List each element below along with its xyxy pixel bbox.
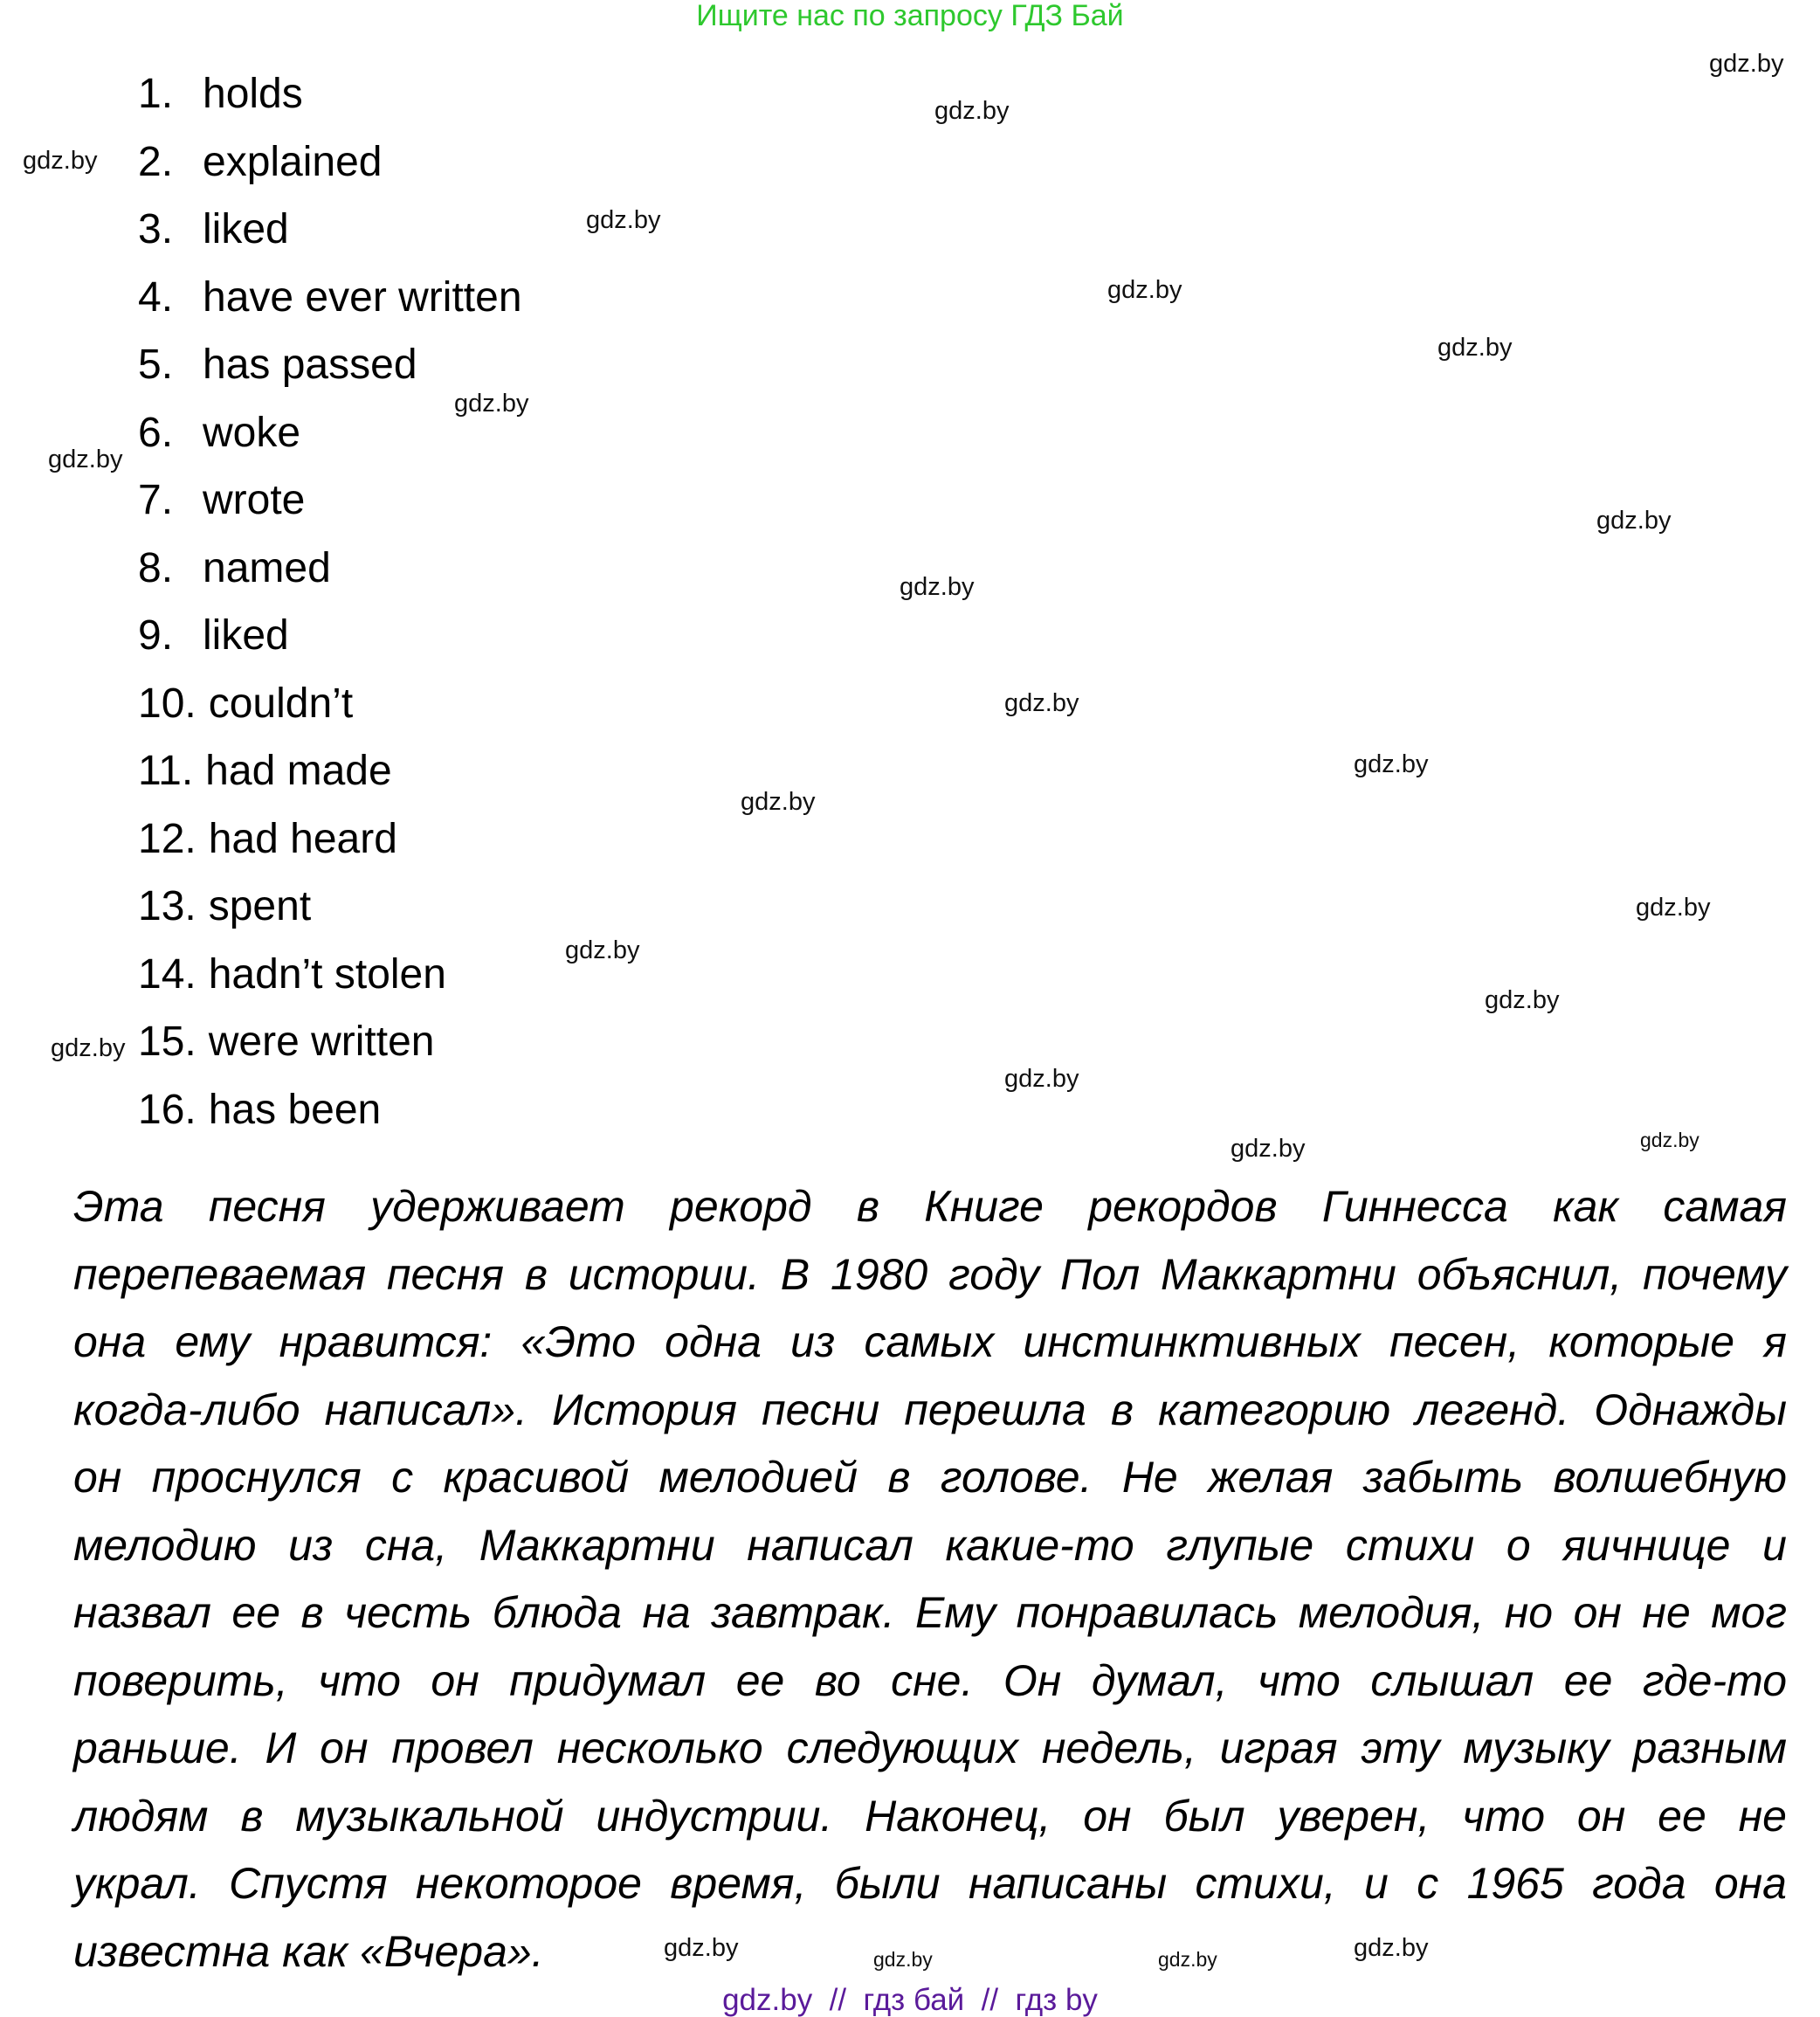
answer-number: 8. xyxy=(138,544,174,591)
translation-line: назвал ее в честь блюда на завтрак. Ему понравилась мелодия, но он не мог xyxy=(73,1588,1787,1637)
answer-text: liked xyxy=(203,206,289,252)
footer-links[interactable]: gdz.by // гдз бай // гдз by xyxy=(722,1983,1098,2017)
answer-item xyxy=(138,608,522,676)
answer-text: wrote xyxy=(203,477,306,523)
answer-text: hadn’t stolen xyxy=(208,950,446,998)
answer-text: woke xyxy=(203,409,301,456)
answer-number: 1. xyxy=(138,71,174,117)
answer-text: were written xyxy=(208,1019,435,1065)
answer-item xyxy=(138,473,522,541)
answer-item xyxy=(138,202,522,270)
translation-line: когда-либо написал». История песни перешла в категорию легенд. Однажды xyxy=(73,1385,1787,1434)
watermark: gdz.by xyxy=(1158,1948,1217,1971)
answer-item xyxy=(138,1082,522,1150)
watermark: gdz.by xyxy=(1437,334,1513,362)
watermark: gdz.by xyxy=(1636,894,1711,922)
translation-line: раньше. И он провел несколько следующих недель, играя эту музыку разным xyxy=(73,1723,1787,1772)
answer-text: have ever written xyxy=(203,273,522,321)
translation-paragraph xyxy=(73,1175,1787,1987)
answer-item xyxy=(138,812,522,880)
answer-item xyxy=(138,947,522,1015)
translation-line: перепеваемая песня в истории. В 1980 году Пол Маккартни объяснил, почему xyxy=(73,1249,1787,1299)
answer-text: named xyxy=(203,544,331,591)
answer-item xyxy=(138,135,522,203)
answer-number: 16. xyxy=(138,1086,196,1133)
watermark: gdz.by xyxy=(454,390,529,418)
translation-line: известна как «Вчера». xyxy=(73,1926,544,1976)
answer-item xyxy=(138,676,522,744)
answer-number: 6. xyxy=(138,409,174,456)
answer-item xyxy=(138,1014,522,1082)
watermark: gdz.by xyxy=(741,788,816,816)
answer-text: had heard xyxy=(208,815,397,862)
answer-text: has been xyxy=(208,1086,382,1133)
answer-text: couldn’t xyxy=(208,680,354,727)
watermark: gdz.by xyxy=(23,147,98,175)
answer-item xyxy=(138,66,522,135)
watermark: gdz.by xyxy=(1107,276,1182,304)
answer-list xyxy=(138,66,522,1150)
answer-number: 11. xyxy=(138,748,194,794)
translation-line: поверить, что он придумал ее во сне. Он думал, что слышал ее где-то xyxy=(73,1655,1787,1705)
translation-line: он проснулся с красивой мелодией в голове. Не желая забыть волшебную xyxy=(73,1453,1787,1502)
watermark: gdz.by xyxy=(1485,986,1560,1014)
watermark: gdz.by xyxy=(1640,1129,1699,1151)
watermark: gdz.by xyxy=(1231,1135,1306,1163)
answer-number: 9. xyxy=(138,612,174,659)
watermark: gdz.by xyxy=(1354,1934,1429,1962)
translation-line: людям в музыкальной индустрии. Наконец, он был уверен, что он ее не xyxy=(73,1791,1787,1841)
translation-line: Эта песня удерживает рекорд в Книге рекордов Гиннесса как самая xyxy=(73,1182,1787,1231)
watermark: gdz.by xyxy=(586,206,661,234)
translation-line: украл. Спустя некоторое время, были написаны стихи, и с 1965 года она xyxy=(73,1859,1787,1908)
watermark: gdz.by xyxy=(1354,750,1429,778)
answer-item xyxy=(138,743,522,812)
answer-item xyxy=(138,541,522,609)
answer-number: 3. xyxy=(138,206,174,252)
answer-text: has passed xyxy=(203,342,417,388)
answer-number: 12. xyxy=(138,815,196,862)
watermark: gdz.by xyxy=(664,1934,739,1962)
answer-item xyxy=(138,879,522,947)
answer-number: 7. xyxy=(138,477,174,523)
answer-number: 4. xyxy=(138,273,174,321)
answer-text: liked xyxy=(203,612,289,659)
watermark: gdz.by xyxy=(1004,689,1079,717)
watermark: gdz.by xyxy=(48,446,123,473)
watermark: gdz.by xyxy=(1004,1065,1079,1093)
answer-number: 14. xyxy=(138,950,196,998)
answer-text: explained xyxy=(203,138,383,185)
answer-number: 10. xyxy=(138,680,196,727)
translation-line: она ему нравится: «Это одна из самых инстинктивных песен, которые я xyxy=(73,1317,1787,1366)
search-hint-banner: Ищите нас по запросу ГДЗ Бай xyxy=(696,0,1124,32)
answer-text: spent xyxy=(208,883,312,929)
watermark: gdz.by xyxy=(934,97,1010,125)
watermark: gdz.by xyxy=(900,573,975,601)
watermark: gdz.by xyxy=(873,1948,933,1971)
answer-number: 15. xyxy=(138,1019,196,1065)
answer-text: had made xyxy=(205,748,392,794)
watermark: gdz.by xyxy=(1596,507,1672,535)
answer-number: 2. xyxy=(138,138,174,185)
answer-number: 5. xyxy=(138,342,174,388)
watermark: gdz.by xyxy=(51,1034,126,1062)
answer-number: 13. xyxy=(138,883,196,929)
translation-line: мелодию из сна, Маккартни написал какие-то глупые стихи о яичнице и xyxy=(73,1520,1787,1570)
watermark: gdz.by xyxy=(565,936,640,964)
watermark: gdz.by xyxy=(1709,50,1784,78)
answer-item xyxy=(138,270,522,338)
answer-text: holds xyxy=(203,71,303,117)
